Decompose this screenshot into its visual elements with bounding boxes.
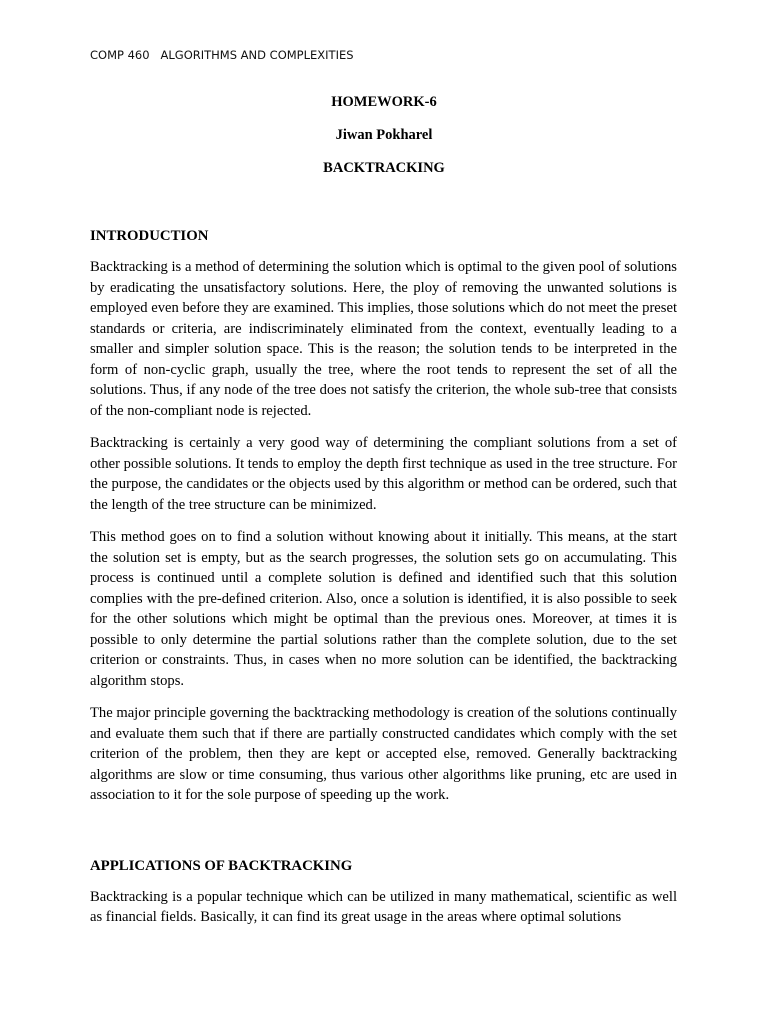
introduction-paragraph-1: Backtracking is a method of determining the solution which is optimal to the given pool of solutions by eradicating the unsatisfactory solutions. Here, the ploy of removing the unwanted solutions is employed even before they are examined. This implies, those solutions which do not meet the preset standards or criteria, are indiscriminately eliminated from the context, eventually leading to a smaller and simpler solution space. This is the reason; the solution tends to be interpreted in the form of non-cyclic graph, usually the tree, where the root tends to represent the set of all the solutions. Thus, if any node of the tree does not satisfy the criterion, the whole sub-tree that consists of the non-compliant node is rejected. — [90, 259, 677, 419]
homework-title: HOMEWORK-6 — [331, 94, 437, 110]
topic-title: BACKTRACKING — [323, 160, 445, 176]
applications-paragraph-1: Backtracking is a popular technique which can be utilized in many mathematical, scientific as well as financial fields. Basically, it can find its great usage in the areas where optimal solutions — [90, 888, 677, 925]
course-header: COMP 460 ALGORITHMS AND COMPLEXITIES — [90, 48, 354, 62]
author-name: Jiwan Pokharel — [335, 127, 433, 143]
introduction-paragraph-3: This method goes on to find a solution without knowing about it initially. This means, at the start the solution set is empty, but as the search progresses, the solution sets go on accumulating. This process is continued until a complete solution is defined and identified such that this solution complies with the pre-defined criterion. Also, once a solution is identified, it is also possible to seek for the other solutions which might be optimal than the previous ones. Moreover, at times it is possible to only determine the partial solutions rather than the complete solution, due to the set criterion or constraints. Thus, in cases when no more solution can be identified, the backtracking algorithm stops. — [90, 529, 677, 689]
introduction-paragraph-2: Backtracking is certainly a very good way of determining the compliant solutions from a set of other possible solutions. It tends to employ the depth first technique as used in the tree structure. For the purpose, the candidates or the objects used by this algorithm or method can be ordered, such that the length of the tree structure can be minimized. — [90, 435, 677, 513]
introduction-paragraph-4: The major principle governing the backtracking methodology is creation of the solutions continually and evaluate them such that if there are partially constructed candidates which comply with the set criterion of the problem, then they are kept or accepted else, removed. Generally backtracking algorithms are slow or time consuming, thus various other algorithms like pruning, etc are used in association to it for the sole purpose of speeding up the work. — [90, 705, 677, 803]
document-body — [90, 226, 677, 940]
section-spacer — [90, 818, 677, 856]
introduction-heading: INTRODUCTION — [90, 228, 209, 244]
applications-heading: APPLICATIONS OF BACKTRACKING — [90, 857, 353, 874]
